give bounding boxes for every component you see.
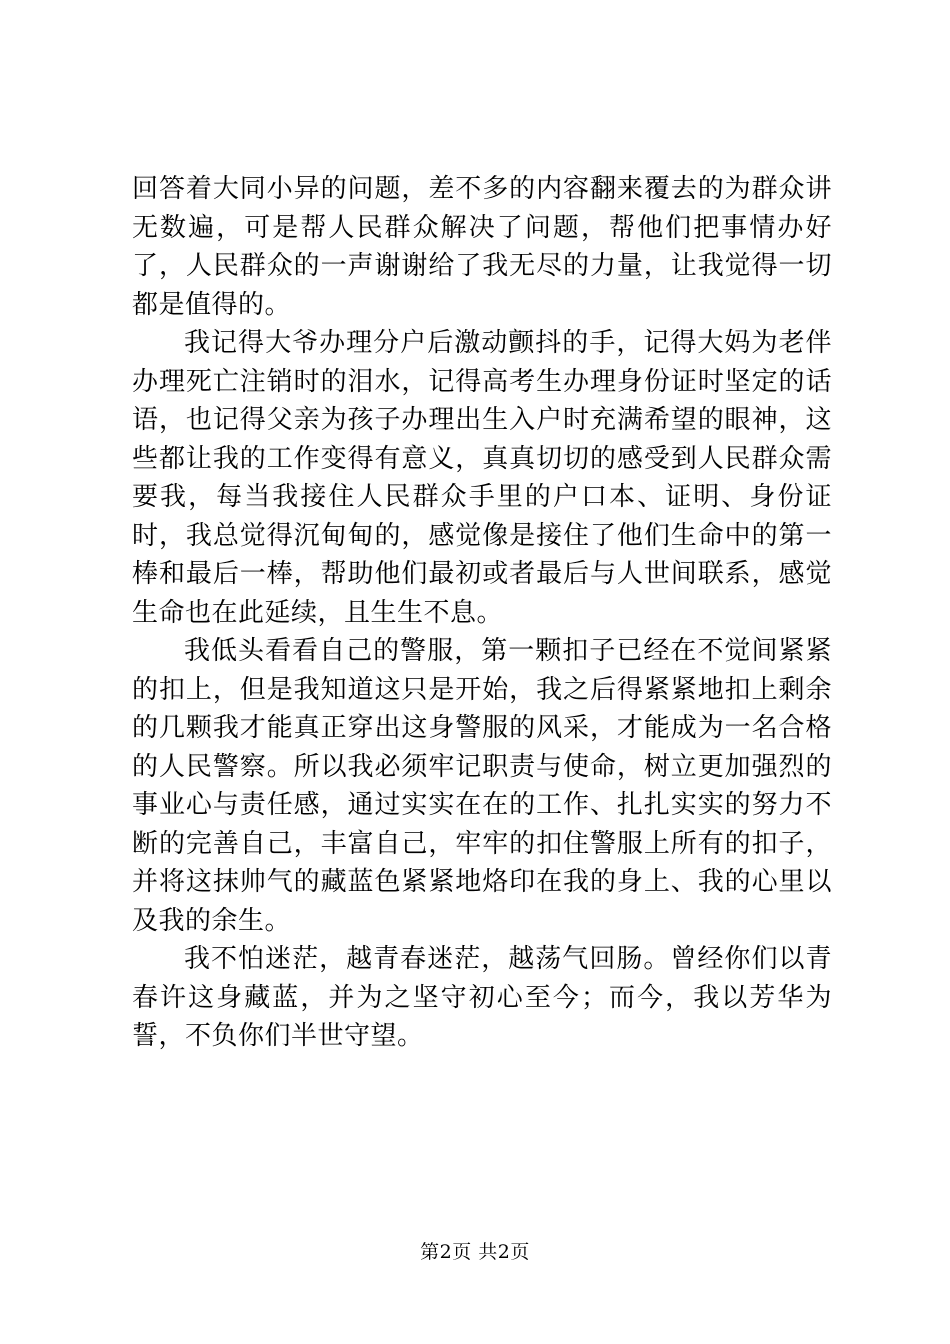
page-number-footer: 第2页 共2页 — [420, 1241, 530, 1263]
paragraph: 我记得大爷办理分户后激动颤抖的手，记得大妈为老伴办理死亡注销时的泪水，记得高考生办理身份证时坚定的话语，也记得父亲为孩子办理出生入户时充满希望的眼神，这些都让我的工作变得有意义，真真切切的感受到人民群众需要我，每当我接住人民群众手里的户口本、证明、身份证时，我总觉得沉甸甸的，感觉像是接住了他们生命中的第一棒和最后一棒，帮助他们最初或者最后与人世间联系，感觉生命也在此延续，且生生不息。 — [132, 328, 832, 628]
paragraph: 我不怕迷茫，越青春迷茫，越荡气回肠。曾经你们以青春许这身藏蓝，并为之坚守初心至今；而今，我以芳华为誓，不负你们半世守望。 — [132, 944, 832, 1051]
paragraph: 回答着大同小异的问题，差不多的内容翻来覆去的为群众讲无数遍，可是帮人民群众解决了问题，帮他们把事情办好了，人民群众的一声谢谢给了我无尽的力量，让我觉得一切都是值得的。 — [132, 174, 832, 320]
document-body — [132, 170, 832, 1056]
paragraph: 我低头看看自己的警服，第一颗扣子已经在不觉间紧紧的扣上，但是我知道这只是开始，我之后得紧紧地扣上剩余的几颗我才能真正穿出这身警服的风采，才能成为一名合格的人民警察。所以我必须牢记职责与使命，树立更加强烈的事业心与责任感，通过实实在在的工作、扎扎实实的努力不断的完善自己，丰富自己，牢牢的扣住警服上所有的扣子，并将这抹帅气的藏蓝色紧紧地烙印在我的身上、我的心里以及我的余生。 — [132, 636, 832, 936]
